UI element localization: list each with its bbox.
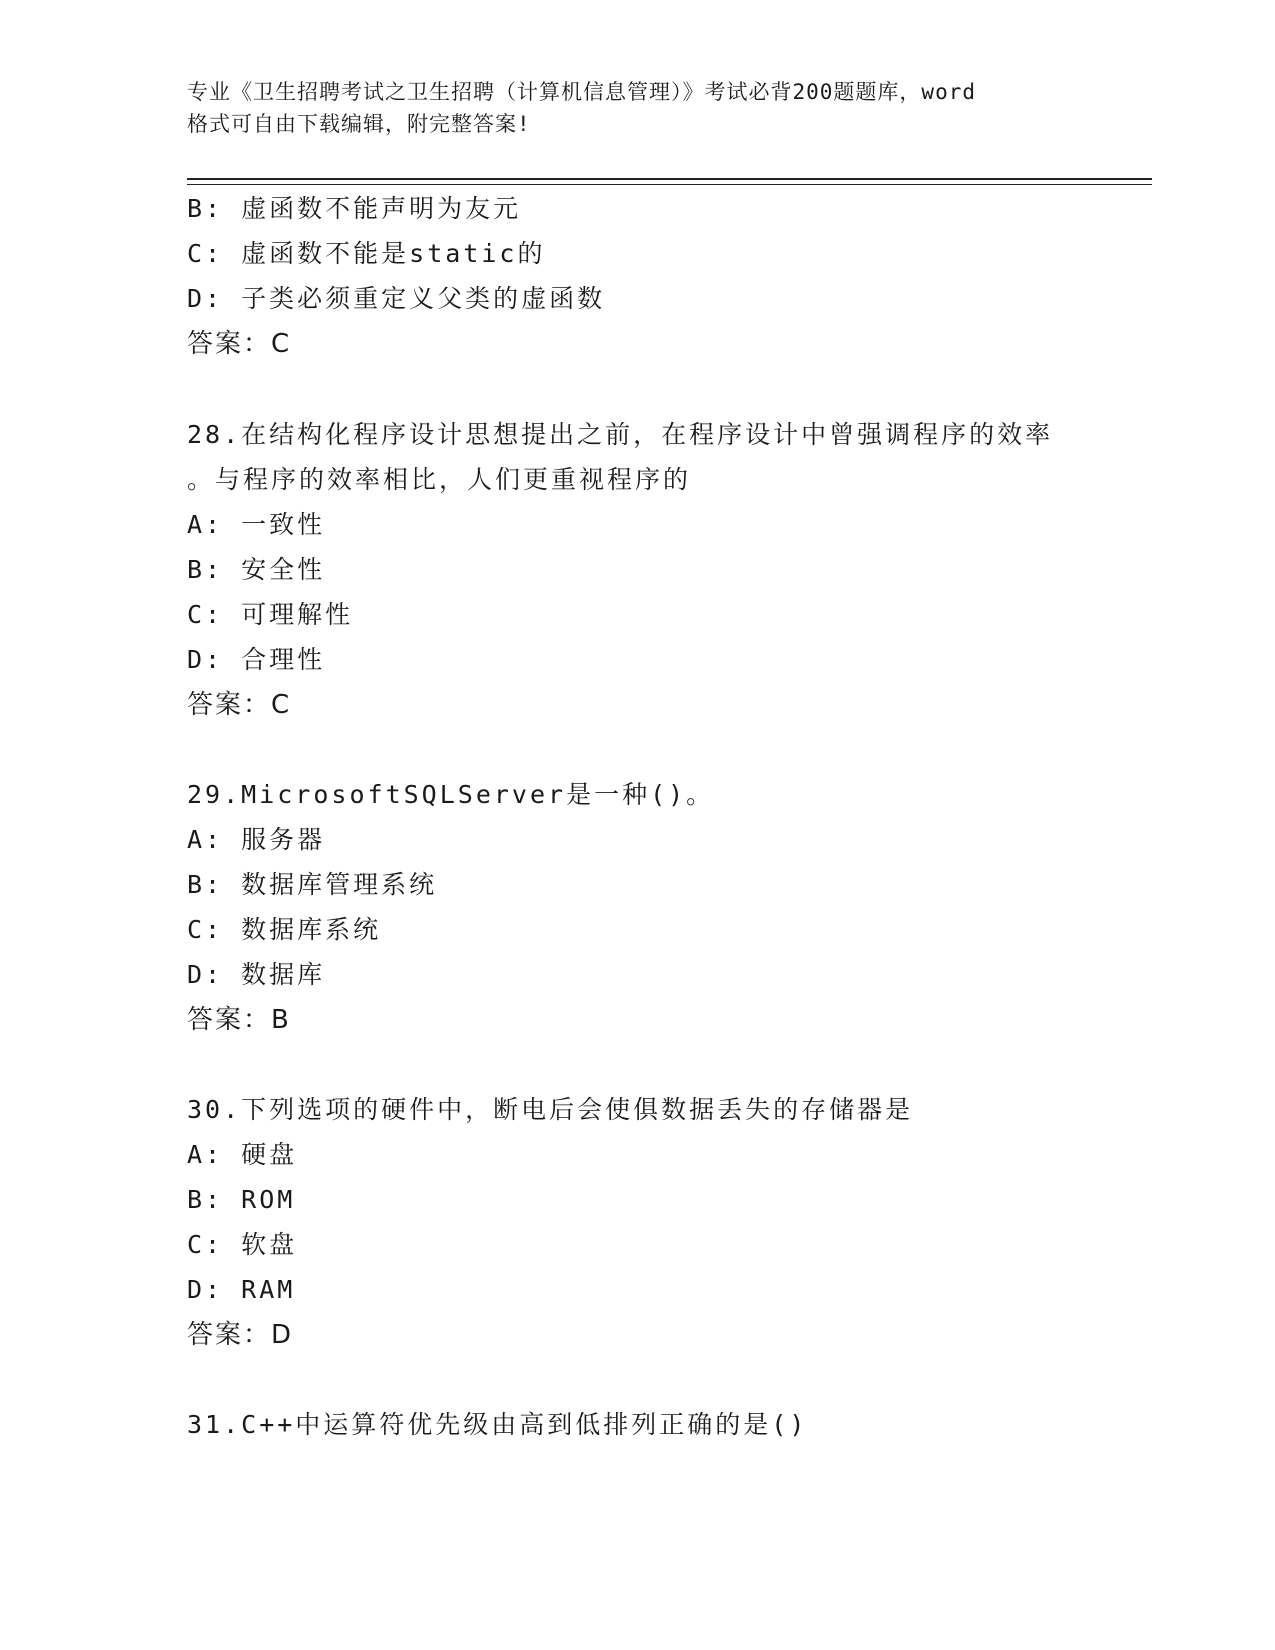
question-28-text: 28.在结构化程序设计思想提出之前，在程序设计中曾强调程序的效率 bbox=[187, 420, 1054, 449]
option-d: D: RAM bbox=[187, 1275, 296, 1304]
answer: 答案：C bbox=[187, 690, 292, 720]
option-a: A: 一致性 bbox=[187, 510, 326, 539]
option-d: D: 数据库 bbox=[187, 960, 326, 989]
option-b: B: 虚函数不能声明为友元 bbox=[187, 194, 522, 223]
option-b: B: 安全性 bbox=[187, 555, 326, 584]
option-a: A: 服务器 bbox=[187, 825, 326, 854]
option-c: C: 虚函数不能是static的 bbox=[187, 239, 546, 268]
option-c: C: 软盘 bbox=[187, 1230, 298, 1259]
option-b: B: ROM bbox=[187, 1185, 296, 1214]
answer: 答案：C bbox=[187, 329, 292, 359]
question-28-text-cont: 。与程序的效率相比，人们更重视程序的 bbox=[187, 465, 692, 494]
option-a: A: 硬盘 bbox=[187, 1140, 298, 1169]
question-29-text: 29.MicrosoftSQLServer是一种()。 bbox=[187, 780, 715, 809]
header-rule-thin bbox=[187, 184, 1152, 185]
question-31-text: 31.C++中运算符优先级由高到低排列正确的是() bbox=[187, 1410, 808, 1439]
option-c: C: 可理解性 bbox=[187, 600, 354, 629]
header-rule-thick bbox=[187, 178, 1152, 180]
option-c: C: 数据库系统 bbox=[187, 915, 382, 944]
option-d: D: 子类必须重定义父类的虚函数 bbox=[187, 284, 606, 313]
answer: 答案：D bbox=[187, 1320, 294, 1350]
document-header bbox=[187, 76, 1087, 140]
option-b: B: 数据库管理系统 bbox=[187, 870, 438, 899]
question-30-text: 30.下列选项的硬件中，断电后会使俱数据丢失的存储器是 bbox=[187, 1095, 914, 1124]
answer: 答案：B bbox=[187, 1005, 291, 1035]
option-d: D: 合理性 bbox=[187, 645, 326, 674]
header-line-2: 格式可自由下载编辑，附完整答案! bbox=[187, 112, 531, 136]
header-line-1: 专业《卫生招聘考试之卫生招聘（计算机信息管理）》考试必背200题题库，word bbox=[187, 80, 976, 104]
